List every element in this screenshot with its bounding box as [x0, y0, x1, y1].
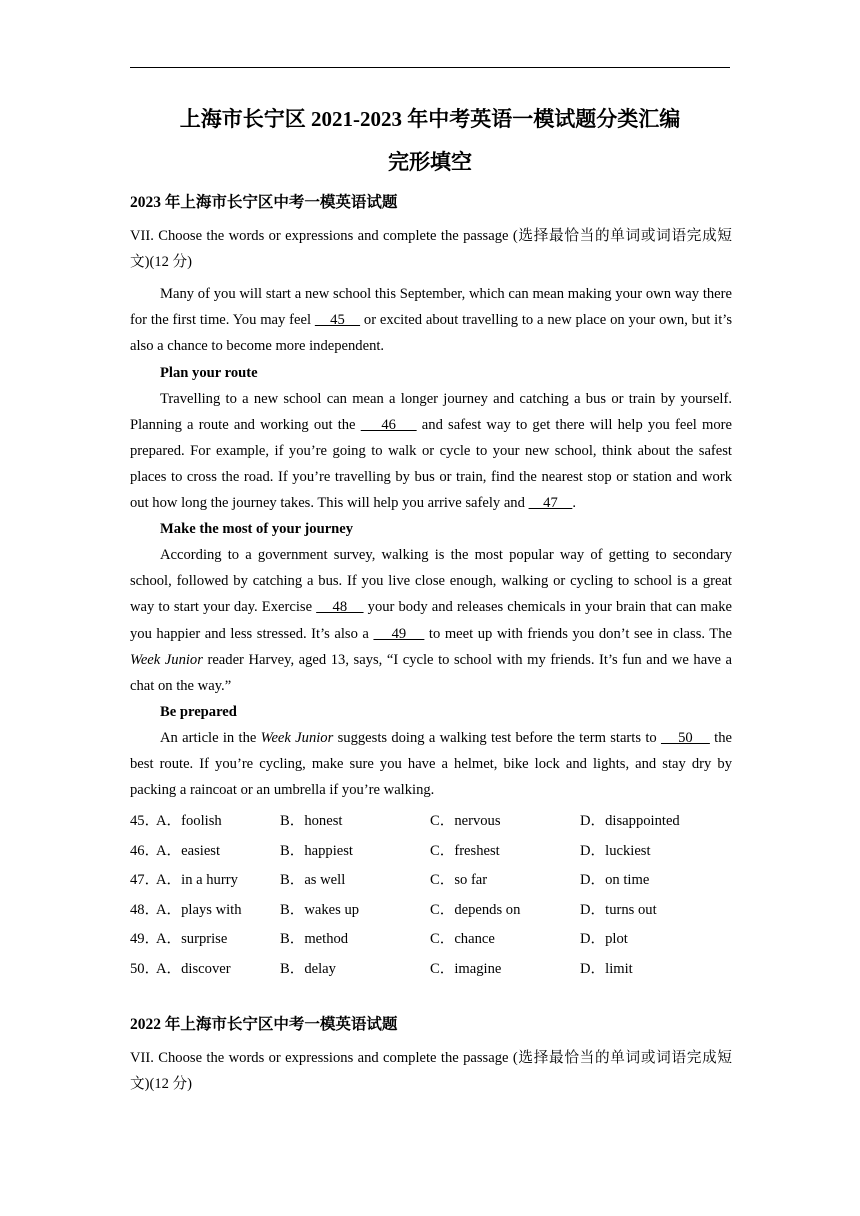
subheading-make-most: Make the most of your journey: [160, 521, 354, 538]
blank-47: 47: [528, 495, 573, 512]
option-row-50: 50． A．discover B．delay C．imagine D．limit: [130, 960, 633, 977]
option-row-48: 48． A．plays with B．wakes up C．depends on D．turns out: [130, 901, 657, 918]
blank-45: 45: [314, 312, 361, 329]
section-heading-2023: 2023 年上海市长宁区中考一模英语试题: [130, 194, 398, 211]
paragraph-3: According to a government survey, walking is the most popular way of getting to secondary school, followed by catching a bus. If you live close enough, walking or cycling to school is a great way to start your day. Exercise 48 your body and releases chemicals in your brain that can make you happier and less stressed. It’s also a 49 to meet up with friends you don’t see in class. The Week Junior reader Harvey, aged 13, says, “I cycle to school with my friends. It’s fun and we have a chat on the way.”: [130, 547, 733, 694]
instruction-2022: VII. Choose the words or expressions and complete the passage (选择最恰当的单词或词语完成短文)(12 分): [130, 1050, 732, 1093]
section-2022: [130, 1012, 732, 1097]
options-list: [130, 809, 730, 987]
section-2023: [130, 190, 732, 803]
blank-46: 46: [360, 416, 417, 433]
blank-50: 50: [660, 729, 710, 746]
document-title: 上海市长宁区 2021-2023 年中考英语一模试题分类汇编: [179, 107, 681, 131]
paragraph-2: Travelling to a new school can mean a longer journey and catching a bus or train by yourself. Planning a route and working out the 46 and safest way to get there will help you feel more prepared. For example, if you’re going to walk or cycle to your new school, think about the safest places to cross the road. If you’re travelling by bus or train, find the nearest stop or station and work out how long the journey takes. This will help you arrive safely and 47 .: [130, 390, 732, 512]
section-heading-2022: 2022 年上海市长宁区中考一模英语试题: [130, 1016, 398, 1033]
blank-48: 48: [316, 599, 364, 616]
option-row-46: 46． A．easiest B．happiest C．freshest D．luckiest: [130, 842, 651, 859]
document-subtitle: 完形填空: [388, 150, 472, 174]
option-row-49: 49． A．surprise B．method C．chance D．plot: [130, 931, 628, 948]
paragraph-1: Many of you will start a new school this September, which can mean making your own way there for the first time. You may feel 45 or excited about travelling to a new place on your own, but it’s also a chance to become more independent.: [130, 286, 733, 355]
subheading-be-prepared: Be prepared: [160, 703, 237, 720]
option-row-47: 47． A．in a hurry B．as well C．so far D．on time: [130, 872, 650, 889]
blank-49: 49: [373, 625, 425, 642]
header-rule: [130, 67, 730, 68]
instruction-2023: VII. Choose the words or expressions and complete the passage (选择最恰当的单词或词语完成短文)(12 分): [130, 228, 732, 271]
paragraph-4: An article in the Week Junior suggests doing a walking test before the term starts to 50 the best route. If you’re cycling, make sure you have a helmet, bike lock and lights, and stay dry by packing a raincoat or an umbrella if you’re walking.: [130, 729, 733, 799]
option-row-45: 45． A．foolish B．honest C．nervous D．disappointed: [130, 813, 680, 829]
subheading-plan-route: Plan your route: [160, 364, 258, 381]
